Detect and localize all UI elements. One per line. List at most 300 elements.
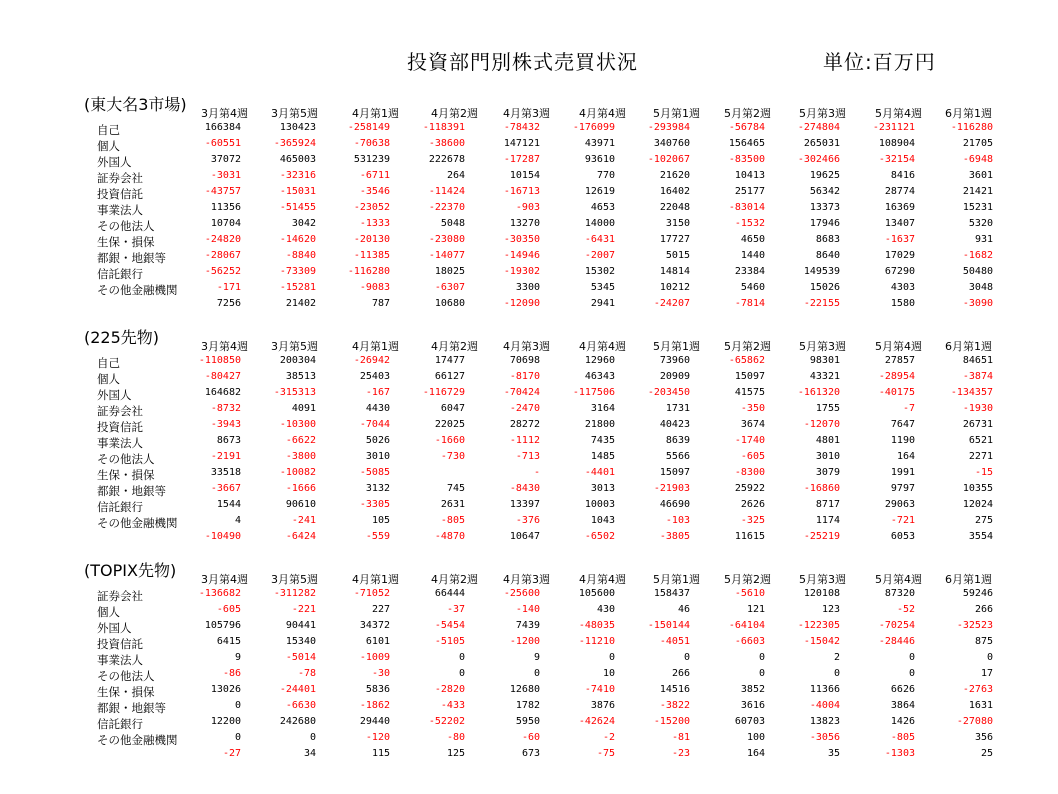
table-cell: 28774 [884,186,915,197]
table-cell: -11424 [428,186,465,197]
table-cell: 14000 [584,218,615,229]
column-header: 6月第1週 [945,340,992,353]
table-cell: 5015 [665,250,690,261]
table-cell: 158437 [653,588,690,599]
table-cell: -51455 [279,202,316,213]
table-cell: -4870 [434,531,465,542]
table-cell: 21620 [659,170,690,181]
table-cell: 0 [309,732,316,743]
table-cell: -71052 [353,588,390,599]
column-header: 5月第3週 [799,107,846,120]
table-cell: 6101 [365,636,390,647]
table-cell: -1930 [962,403,993,414]
table-row [0,250,1058,266]
table-cell: 14814 [659,266,690,277]
table-row [0,435,1058,451]
table-cell: -7814 [734,298,765,309]
table-cell: 43321 [809,371,840,382]
table-cell: 115 [371,748,390,759]
table-cell: -15281 [279,282,316,293]
table-cell: -56784 [728,122,765,133]
table-cell: 0 [908,668,915,679]
row-label: 都銀・地銀等 [97,701,166,715]
table-cell: 6415 [216,636,241,647]
table-cell: 1631 [968,700,993,711]
table-cell: 23384 [734,266,765,277]
table-cell: -42624 [578,716,615,727]
table-cell: -10300 [279,419,316,430]
table-cell: 6626 [890,684,915,695]
table-cell: -2 [602,732,615,743]
table-row [0,218,1058,234]
column-header: 4月第4週 [579,573,626,586]
row-label: 外国人 [97,621,132,635]
table-cell: 29440 [359,716,390,727]
table-cell: 26731 [962,419,993,430]
table-cell: -3874 [962,371,993,382]
table-cell: 6053 [890,531,915,542]
table-cell: -32523 [956,620,993,631]
table-row [0,652,1058,668]
table-row [0,282,1058,298]
table-cell: 8683 [815,234,840,245]
table-cell: -122305 [797,620,840,631]
table-cell: -26942 [353,355,390,366]
table-cell: -65862 [728,355,765,366]
table-cell: -17287 [503,154,540,165]
table-cell: 19625 [809,170,840,181]
table-cell: -70424 [503,387,540,398]
table-cell: 35 [827,748,840,759]
table-cell: 875 [974,636,993,647]
table-cell: 9 [533,652,540,663]
table-cell: -274804 [797,122,840,133]
table-cell: 10355 [962,483,993,494]
table-cell: -5085 [359,467,390,478]
table-cell: 0 [458,668,465,679]
table-cell: 66127 [434,371,465,382]
table-cell: -118391 [422,122,465,133]
table-cell: 90441 [285,620,316,631]
table-cell: -16713 [503,186,540,197]
table-cell: 13397 [509,499,540,510]
table-cell: 29063 [884,499,915,510]
table-cell: 1440 [740,250,765,261]
table-cell: -2763 [962,684,993,695]
table-cell: -120 [365,732,390,743]
table-cell: 770 [596,170,615,181]
table-cell: 43971 [584,138,615,149]
table-cell: 266 [671,668,690,679]
table-cell: -19302 [503,266,540,277]
table-cell: -32316 [279,170,316,181]
table-cell: 0 [908,652,915,663]
table-cell: 1991 [890,467,915,478]
table-cell: 16402 [659,186,690,197]
table-cell: -78432 [503,122,540,133]
table-cell: 16369 [884,202,915,213]
table-cell: 87320 [884,588,915,599]
table-cell: 125 [446,748,465,759]
table-cell: -2470 [509,403,540,414]
table-cell: 164 [896,451,915,462]
table-cell: -7044 [359,419,390,430]
table-cell: -117506 [572,387,615,398]
table-cell: 21705 [962,138,993,149]
table-cell: 340760 [653,138,690,149]
row-label: 信託銀行 [97,500,143,514]
table-cell: -28446 [878,636,915,647]
table-cell: -6711 [359,170,390,181]
column-header: 4月第4週 [579,107,626,120]
table-cell: -3546 [359,186,390,197]
table-cell: -365924 [273,138,316,149]
table-cell: 15026 [809,282,840,293]
table-cell: 0 [683,652,690,663]
table-cell: 2626 [740,499,765,510]
table-cell: -27 [222,748,241,759]
table-cell: 1190 [890,435,915,446]
table-cell: -20130 [353,234,390,245]
table-cell: -3800 [285,451,316,462]
table-cell: -3943 [210,419,241,430]
section-label: (東大名3市場) [84,95,187,114]
table-cell: 3554 [968,531,993,542]
table-cell: 275 [974,515,993,526]
table-cell: 21402 [285,298,316,309]
table-cell: 10680 [434,298,465,309]
table-row [0,403,1058,419]
table-cell: 5566 [665,451,690,462]
column-header: 5月第3週 [799,340,846,353]
row-label: その他法人 [97,669,155,683]
table-cell: 37072 [210,154,241,165]
table-cell: 73960 [659,355,690,366]
table-cell: -6622 [285,435,316,446]
table-cell: -5610 [734,588,765,599]
table-cell: 0 [833,668,840,679]
table-cell: 7435 [590,435,615,446]
table-cell: -15200 [653,716,690,727]
table-cell: 13270 [509,218,540,229]
table-cell: 1731 [665,403,690,414]
table-cell: -75 [596,748,615,759]
table-cell: 22048 [659,202,690,213]
table-cell: -40175 [878,387,915,398]
table-cell: -12090 [503,298,540,309]
table-cell: -10082 [279,467,316,478]
table-cell: -171 [216,282,241,293]
table-cell: 17029 [884,250,915,261]
table-row [0,531,1058,547]
table-cell: 356 [974,732,993,743]
table-cell: 5345 [590,282,615,293]
table-cell: 15302 [584,266,615,277]
table-cell: 931 [974,234,993,245]
table-cell: -559 [365,531,390,542]
table-cell: -7410 [584,684,615,695]
table-cell: -6502 [584,531,615,542]
table-cell: 4653 [590,202,615,213]
column-header: 5月第1週 [653,107,700,120]
table-cell: 25177 [734,186,765,197]
table-cell: -4051 [659,636,690,647]
table-cell: -805 [890,732,915,743]
table-cell: -293984 [647,122,690,133]
row-label: その他法人 [97,219,155,233]
table-cell: 149539 [803,266,840,277]
table-cell: 90610 [285,499,316,510]
table-cell: 12619 [584,186,615,197]
table-cell: -140 [515,604,540,615]
row-label: 外国人 [97,155,132,169]
table-cell: -1112 [509,435,540,446]
table-cell: 34 [303,748,316,759]
table-cell: -102067 [647,154,690,165]
table-cell: 105600 [578,588,615,599]
table-cell: -4401 [584,467,615,478]
table-cell: 156465 [728,138,765,149]
table-row [0,636,1058,652]
table-cell: -28067 [204,250,241,261]
column-header: 4月第4週 [579,340,626,353]
table-cell: -258149 [347,122,390,133]
column-header: 4月第3週 [503,573,550,586]
table-cell: -11385 [353,250,390,261]
unit-label: 単位:百万円 [823,50,936,74]
table-cell: 0 [533,668,540,679]
table-row [0,451,1058,467]
table-cell: 265031 [803,138,840,149]
row-label: 自己 [97,123,120,137]
table-cell: 3010 [815,451,840,462]
table-cell: -241 [291,515,316,526]
table-cell: 0 [758,668,765,679]
table-cell: 8640 [815,250,840,261]
table-cell: -1740 [734,435,765,446]
row-label: 事業法人 [97,436,143,450]
table-cell: -11210 [578,636,615,647]
page-title: 投資部門別株式売買状況 [407,50,638,74]
table-cell: 5460 [740,282,765,293]
table-cell: -1333 [359,218,390,229]
table-cell: -15 [974,467,993,478]
table-cell: -60551 [204,138,241,149]
table-cell: 0 [986,652,993,663]
row-label: 信託銀行 [97,717,143,731]
table-cell: 3164 [590,403,615,414]
table-cell: 13823 [809,716,840,727]
table-cell: -2007 [584,250,615,261]
row-label: 証券会社 [97,404,143,418]
table-cell: -21903 [653,483,690,494]
table-cell: 0 [234,700,241,711]
table-cell: 13373 [809,202,840,213]
table-cell: 1426 [890,716,915,727]
table-cell: -1682 [962,250,993,261]
table-cell: 46343 [584,371,615,382]
table-cell: 120108 [803,588,840,599]
table-cell: -116280 [347,266,390,277]
table-cell: 3048 [968,282,993,293]
table-cell: 3013 [590,483,615,494]
table-cell: -4004 [809,700,840,711]
table-cell: 0 [608,652,615,663]
table-cell: 17727 [659,234,690,245]
table-cell: 121 [746,604,765,615]
table-cell: 4650 [740,234,765,245]
table-cell: 7647 [890,419,915,430]
table-cell: 50480 [962,266,993,277]
row-label: その他金融機関 [97,733,178,747]
table-cell: -3031 [210,170,241,181]
table-cell: -23052 [353,202,390,213]
table-cell: 3876 [590,700,615,711]
row-label: 外国人 [97,388,132,402]
table-row [0,355,1058,371]
table-cell: -150144 [647,620,690,631]
table-cell: -103 [665,515,690,526]
table-cell: -28954 [878,371,915,382]
table-cell: 1043 [590,515,615,526]
column-header: 3月第5週 [271,573,318,586]
table-cell: 12024 [962,499,993,510]
table-cell: -15031 [279,186,316,197]
table-cell: -60 [521,732,540,743]
table-cell: 15097 [734,371,765,382]
column-header: 5月第2週 [724,107,771,120]
table-cell: -27080 [956,716,993,727]
table-row [0,483,1058,499]
table-cell: -32154 [878,154,915,165]
table-cell: 10003 [584,499,615,510]
row-label: その他法人 [97,452,155,466]
table-cell: 4430 [365,403,390,414]
table-cell: 11356 [210,202,241,213]
column-header: 3月第4週 [201,573,248,586]
table-cell: 22025 [434,419,465,430]
table-row [0,732,1058,748]
table-cell: 14516 [659,684,690,695]
table-cell: -8430 [509,483,540,494]
row-label: 投資信託 [97,187,143,201]
table-cell: -3056 [809,732,840,743]
table-row [0,202,1058,218]
table-cell: -3305 [359,499,390,510]
table-cell: 13026 [210,684,241,695]
table-cell: -23080 [428,234,465,245]
table-cell: -311282 [273,588,316,599]
table-cell: 3010 [365,451,390,462]
table-cell: 17946 [809,218,840,229]
table-cell: 0 [234,732,241,743]
table-cell: 10212 [659,282,690,293]
table-cell: 12200 [210,716,241,727]
table-cell: 0 [458,652,465,663]
row-label: 証券会社 [97,589,143,603]
table-cell: 200304 [279,355,316,366]
table-cell: 8639 [665,435,690,446]
table-cell: 3300 [515,282,540,293]
table-row [0,620,1058,636]
table-cell: -52202 [428,716,465,727]
table-cell: 465003 [279,154,316,165]
table-cell: 17 [980,668,993,679]
table-row [0,748,1058,764]
row-label: 事業法人 [97,653,143,667]
table-cell: -903 [515,202,540,213]
table-cell: -2820 [434,684,465,695]
column-header: 3月第4週 [201,340,248,353]
table-cell: 5950 [515,716,540,727]
row-label: 自己 [97,356,120,370]
table-cell: 147121 [503,138,540,149]
table-cell: -73309 [279,266,316,277]
row-label: 事業法人 [97,203,143,217]
row-label: 生保・損保 [97,235,155,249]
table-cell: 3616 [740,700,765,711]
table-cell: 166384 [204,122,241,133]
table-cell: 93610 [584,154,615,165]
table-cell: -605 [216,604,241,615]
table-cell: -10490 [204,531,241,542]
table-cell: -1666 [285,483,316,494]
table-cell: 67290 [884,266,915,277]
row-label: 生保・損保 [97,685,155,699]
table-cell: 15097 [659,467,690,478]
table-cell: -110850 [198,355,241,366]
table-cell: -6431 [584,234,615,245]
table-cell: 222678 [428,154,465,165]
column-header: 4月第2週 [431,107,478,120]
table-cell: 100 [746,732,765,743]
table-cell: 27857 [884,355,915,366]
table-cell: -116729 [422,387,465,398]
table-cell: 3079 [815,467,840,478]
table-cell: 108904 [878,138,915,149]
table-cell: 787 [371,298,390,309]
row-label: 個人 [97,139,120,153]
table-cell: 12960 [584,355,615,366]
table-row [0,371,1058,387]
table-cell: -64104 [728,620,765,631]
table-cell: 2271 [968,451,993,462]
table-row [0,170,1058,186]
table-cell: -6630 [285,700,316,711]
column-header: 5月第1週 [653,340,700,353]
section-label: (TOPIX先物) [84,561,177,580]
table-cell: 1580 [890,298,915,309]
table-row [0,700,1058,716]
table-cell: -30350 [503,234,540,245]
table-cell: -315313 [273,387,316,398]
table-cell: 10704 [210,218,241,229]
table-cell: 40423 [659,419,690,430]
table-cell: -6948 [962,154,993,165]
table-cell: 18025 [434,266,465,277]
table-cell: 745 [446,483,465,494]
table-cell: -6307 [434,282,465,293]
table-cell: -5014 [285,652,316,663]
table-cell: 10413 [734,170,765,181]
table-cell: -25219 [803,531,840,542]
table-row [0,668,1058,684]
table-cell: -167 [365,387,390,398]
table-cell: -1862 [359,700,390,711]
table-row [0,154,1058,170]
table-cell: 242680 [279,716,316,727]
table-cell: 46 [677,604,690,615]
